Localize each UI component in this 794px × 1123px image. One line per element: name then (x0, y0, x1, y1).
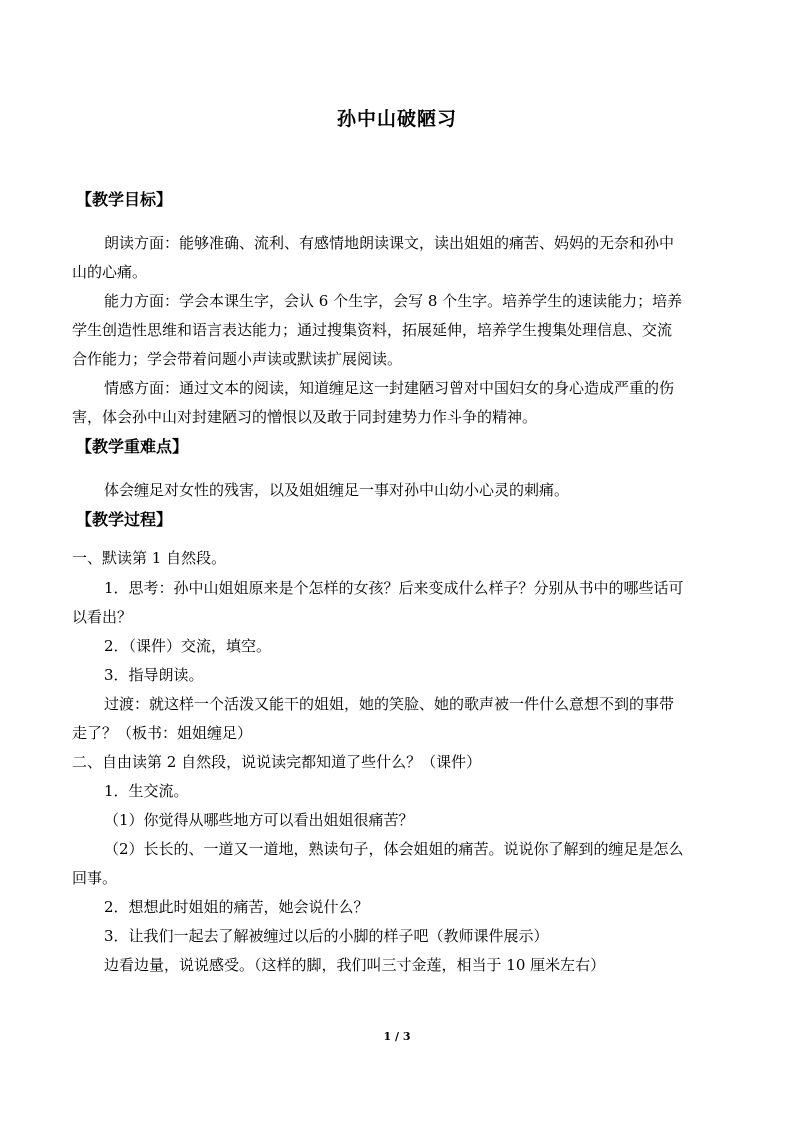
process-part1-item1-line1: 1．思考：孙中山姐姐原来是个怎样的女孩？后来变成什么样子？分别从书中的哪些话可 (104, 579, 684, 597)
process-part2-sub2-line2: 回事。 (72, 869, 118, 887)
objective-emotion-line2: 害，体会孙中山对封建陋习的憎恨以及敢于同封建势力作斗争的精神。 (72, 408, 538, 426)
objective-reading-line2: 山的心痛。 (72, 263, 148, 281)
objective-ability-line1: 能力方面：学会本课生字，会认 6 个生字，会写 8 个生字。培养学生的速读能力；培养 (104, 292, 683, 310)
process-part1-item3: 3．指导朗读。 (104, 666, 204, 684)
objective-ability-line3: 合作能力；学会带着问题小声读或默读扩展阅读。 (72, 350, 403, 368)
objectives-heading: 【教学目标】 (76, 190, 173, 209)
process-part1-transition-line2: 走了？（板书：姐姐缠足） (72, 724, 253, 742)
page-number: 1 / 3 (383, 1030, 411, 1043)
process-part2-sub1: （1）你觉得从哪些地方可以看出姐姐很痛苦？ (104, 811, 414, 829)
process-part2-note: 边看边量，说说感受。（这样的脚，我们叫三寸金莲，相当于 10 厘米左右） (104, 956, 606, 974)
objective-ability-line2: 学生创造性思维和语言表达能力；通过搜集资料，拓展延伸，培养学生搜集处理信息、交流 (72, 321, 673, 339)
process-part2-item2: 2．想想此时姐姐的痛苦，她会说什么？ (104, 898, 369, 916)
key-points-text: 体会缠足对女性的残害，以及姐姐缠足一事对孙中山幼小心灵的刺痛。 (104, 481, 570, 499)
key-points-heading: 【教学重难点】 (76, 437, 189, 456)
process-part1-transition-line1: 过渡：就这样一个活泼又能干的姐姐，她的笑脸、她的歌声被一件什么意想不到的事带 (104, 695, 675, 713)
objective-emotion-line1: 情感方面：通过文本的阅读，知道缠足这一封建陋习曾对中国妇女的身心造成严重的伤 (104, 379, 675, 397)
document-title: 孙中山破陋习 (336, 108, 457, 130)
process-heading: 【教学过程】 (76, 510, 173, 529)
process-part1-item1-line2: 以看出？ (72, 608, 133, 626)
process-part2-item3: 3．让我们一起去了解被缠过以后的小脚的样子吧（教师课件展示） (104, 927, 549, 945)
process-part1-item2: 2．（课件）交流，填空。 (104, 637, 272, 655)
process-part2-sub2-line1: （2）长长的、一道又一道地，熟读句子，体会姐姐的痛苦。说说你了解到的缠足是怎么 (104, 840, 684, 858)
process-part2-item1: 1．生交流。 (104, 782, 189, 800)
process-part1-title: 一、默读第 1 自然段。 (72, 549, 227, 567)
process-part2-title: 二、自由读第 2 自然段，说说读完都知道了些什么？（课件） (72, 753, 482, 771)
objective-reading-line1: 朗读方面：能够准确、流利、有感情地朗读课文，读出姐姐的痛苦、妈妈的无奈和孙中 (104, 234, 675, 252)
